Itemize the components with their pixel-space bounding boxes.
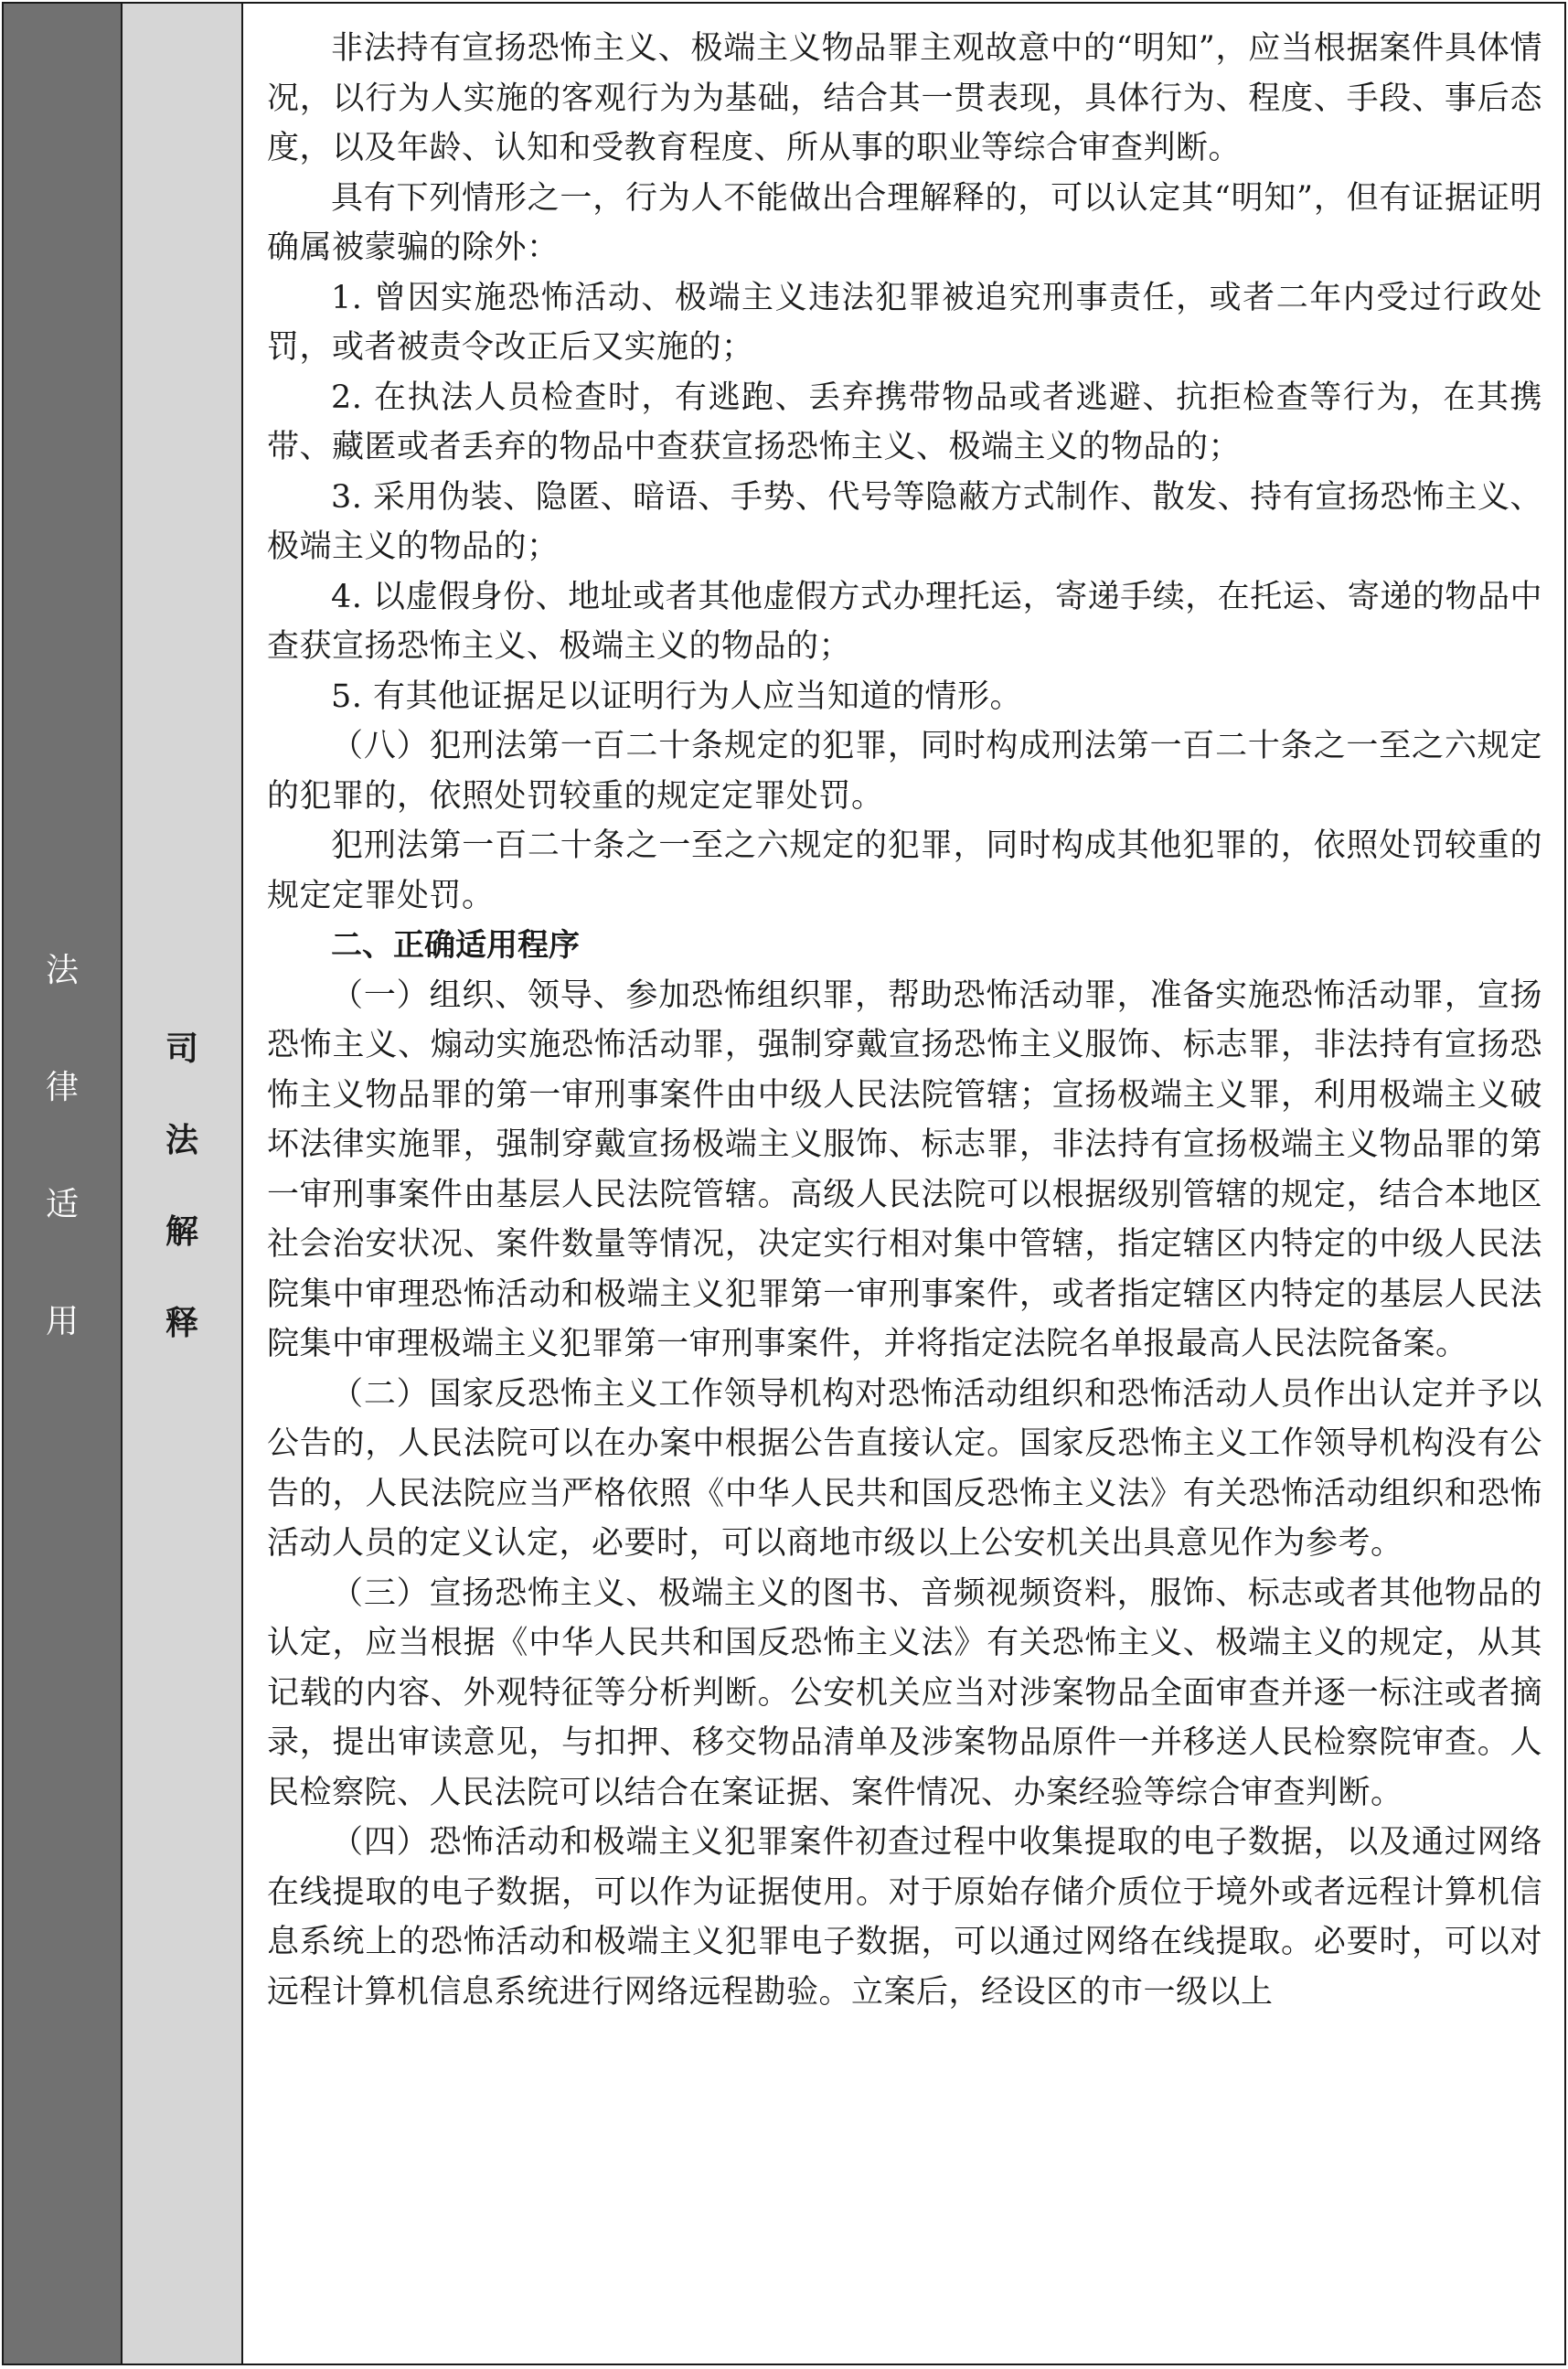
paragraph: 犯刑法第一百二十条之一至之六规定的犯罪，同时构成其他犯罪的，依照处罚较重的规定定罪处罚。 bbox=[267, 827, 1542, 914]
subcategory-column-judicial-interpretation bbox=[123, 2, 241, 2365]
paragraph: （四）恐怖活动和极端主义犯罪案件初查过程中收集提取的电子数据，以及通过网络在线提取的电子数据，可以作为证据使用。对于原始存储介质位于境外或者远程计算机信息系统上的恐怖活动和极端主义犯罪电子数据，可以通过网络在线提取。必要时，可以对远程计算机信息系统进行网络远程勘验。立案后，经设区的市一级以上 bbox=[267, 1824, 1542, 2011]
list-item: 3. 采用伪装、隐匿、暗语、手势、代号等隐蔽方式制作、散发、持有宣扬恐怖主义、极端主义的物品的； bbox=[267, 478, 1542, 565]
paragraph: 具有下列情形之一，行为人不能做出合理解释的，可以认定其“明知”，但有证据证明确属被蒙骗的除外： bbox=[267, 179, 1542, 266]
subcategory-char: 司 bbox=[165, 1030, 198, 1068]
content-text bbox=[267, 24, 1542, 2017]
subcategory-char: 释 bbox=[165, 1305, 198, 1342]
category-char: 适 bbox=[45, 1186, 79, 1223]
list-item: 4. 以虚假身份、地址或者其他虚假方式办理托运，寄递手续，在托运、寄递的物品中查获宣扬恐怖主义、极端主义的物品的； bbox=[267, 578, 1542, 665]
paragraph: （二）国家反恐怖主义工作领导机构对恐怖活动组织和恐怖活动人员作出认定并予以公告的，人民法院可以在办案中根据公告直接认定。国家反恐怖主义工作领导机构没有公告的，人民法院应当严格依照《中华人民共和国反恐怖主义法》有关恐怖活动组织和恐怖活动人员的定义认定，必要时，可以商地市级以上公安机关出具意见作为参考。 bbox=[267, 1375, 1542, 1562]
paragraph: 非法持有宣扬恐怖主义、极端主义物品罪主观故意中的“明知”，应当根据案件具体情况，以行为人实施的客观行为为基础，结合其一贯表现，具体行为、程度、手段、事后态度，以及年龄、认知和受教育程度、所从事的职业等综合审查判断。 bbox=[267, 30, 1542, 166]
paragraph: （八）犯刑法第一百二十条规定的犯罪，同时构成刑法第一百二十条之一至之六规定的犯罪的，依照处罚较重的规定定罪处罚。 bbox=[267, 728, 1542, 815]
category-char: 用 bbox=[45, 1303, 79, 1340]
category-char: 律 bbox=[45, 1069, 79, 1106]
list-item: 1. 曾因实施恐怖活动、极端主义违法犯罪被追究刑事责任，或者二年内受过行政处罚，或者被责令改正后又实施的； bbox=[267, 279, 1542, 366]
section-heading: 二、正确适用程序 bbox=[331, 927, 580, 964]
category-column-law-application bbox=[2, 2, 123, 2365]
paragraph: （三）宣扬恐怖主义、极端主义的图书、音频视频资料，服饰、标志或者其他物品的认定，应当根据《中华人民共和国反恐怖主义法》有关恐怖主义、极端主义的规定，从其记载的内容、外观特征等分析判断。公安机关应当对涉案物品全面审查并逐一标注或者摘录，提出审读意见，与扣押、移交物品清单及涉案物品原件一并移送人民检察院审查。人民检察院、人民法院可以结合在案证据、案件情况、办案经验等综合审查判断。 bbox=[267, 1574, 1542, 1811]
list-item: 2. 在执法人员检查时，有逃跑、丢弃携带物品或者逃避、抗拒检查等行为，在其携带、藏匿或者丢弃的物品中查获宣扬恐怖主义、极端主义的物品的； bbox=[267, 379, 1542, 465]
paragraph: （一）组织、领导、参加恐怖组织罪，帮助恐怖活动罪，准备实施恐怖活动罪，宣扬恐怖主义、煽动实施恐怖活动罪，强制穿戴宣扬恐怖主义服饰、标志罪，非法持有宣扬恐怖主义物品罪的第一审刑事案件由中级人民法院管辖；宣扬极端主义罪，利用极端主义破坏法律实施罪，强制穿戴宣扬极端主义服饰、标志罪，非法持有宣扬极端主义物品罪的第一审刑事案件由基层人民法院管辖。高级人民法院可以根据级别管辖的规定，结合本地区社会治安状况、案件数量等情况，决定实行相对集中管辖，指定辖区内特定的中级人民法院集中审理恐怖活动和极端主义犯罪第一审刑事案件，或者指定辖区内特定的基层人民法院集中审理极端主义犯罪第一审刑事案件，并将指定法院名单报最高人民法院备案。 bbox=[267, 976, 1542, 1362]
category-char: 法 bbox=[45, 952, 79, 989]
subcategory-char: 解 bbox=[165, 1213, 198, 1251]
list-item: 5. 有其他证据足以证明行为人应当知道的情形。 bbox=[331, 678, 1023, 715]
subcategory-char: 法 bbox=[165, 1122, 198, 1159]
